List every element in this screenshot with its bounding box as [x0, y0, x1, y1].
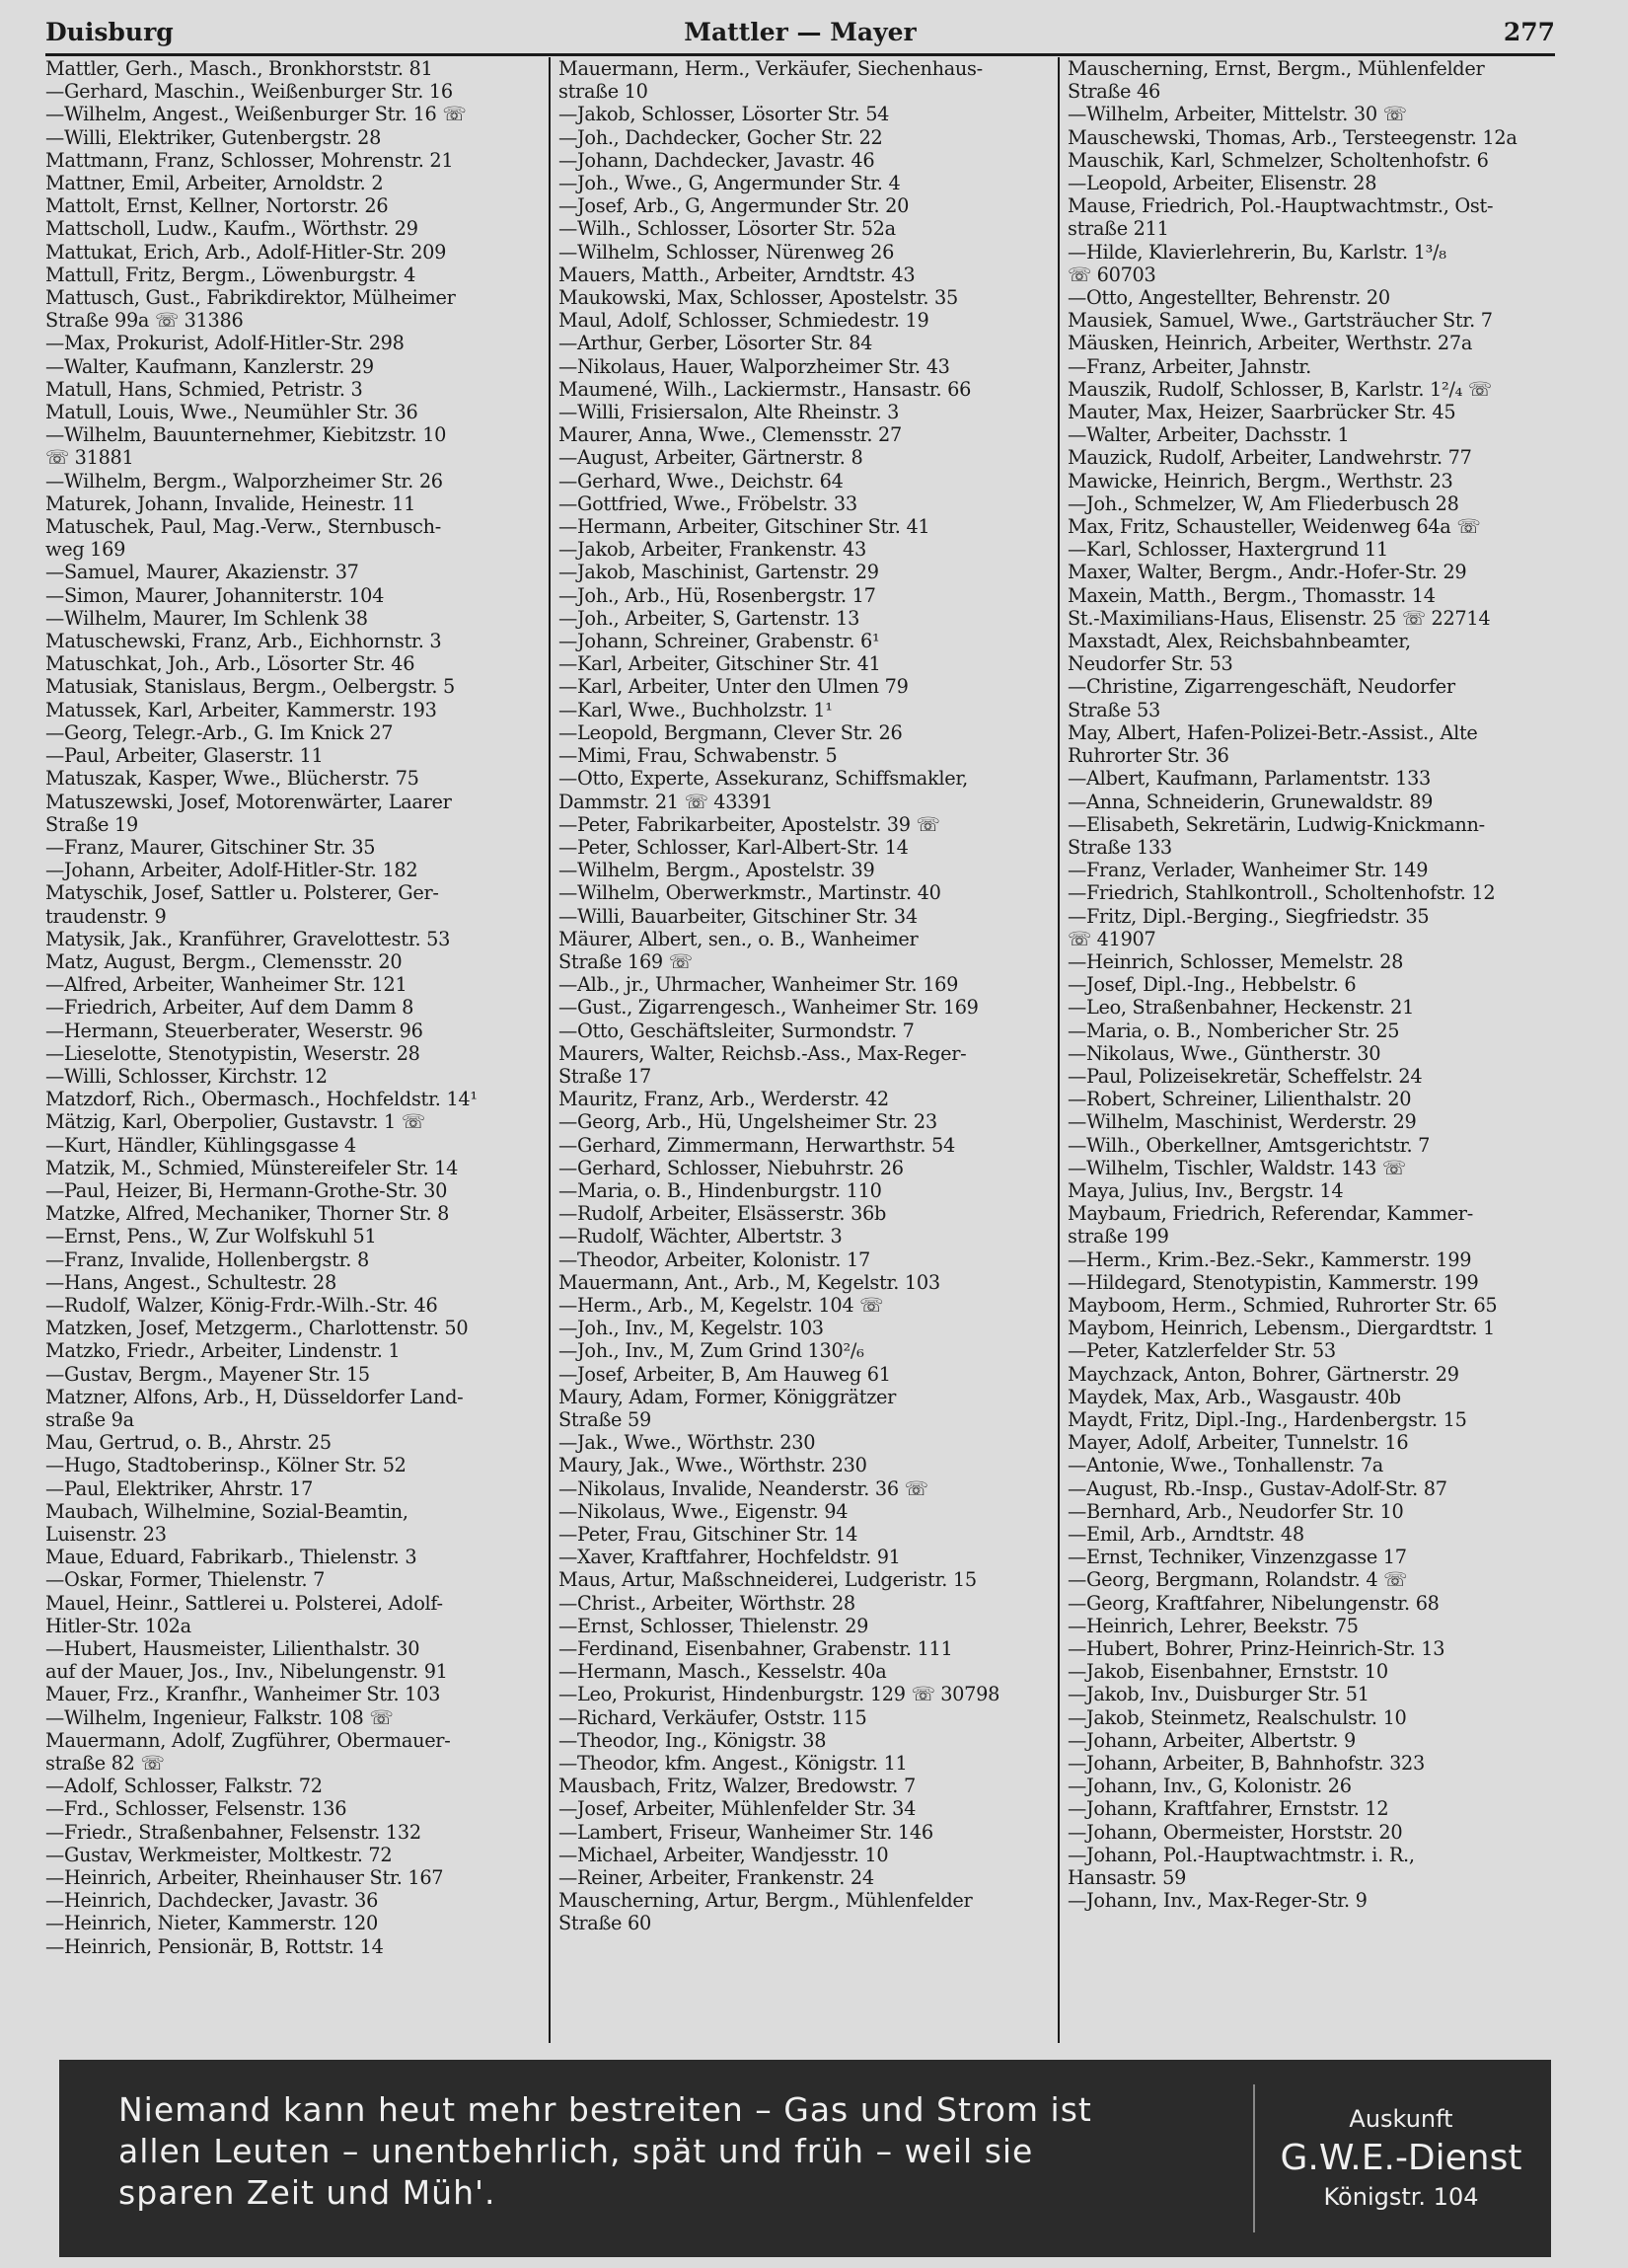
- directory-entry-line: —Wilhelm, Bauunternehmer, Kiebitzstr. 10: [45, 423, 447, 447]
- directory-column-2: [549, 57, 1062, 2043]
- directory-entry-line: —Joh., Arbeiter, S, Gartenstr. 13: [558, 606, 860, 630]
- directory-entry-line: —Mimi, Frau, Schwabenstr. 5: [558, 744, 838, 768]
- directory-entry-line: —Paul, Elektriker, Ahrstr. 17: [45, 1476, 314, 1500]
- directory-entry-line: —Gerhard, Zimmermann, Herwarthstr. 54: [558, 1133, 955, 1157]
- directory-entry-line: —Paul, Polizeisekretär, Scheffelstr. 24: [1068, 1064, 1423, 1088]
- directory-entry-line: Maue, Eduard, Fabrikarb., Thielenstr. 3: [45, 1546, 417, 1569]
- directory-entry-line: —Wilhelm, Oberwerkmstr., Martinstr. 40: [558, 881, 941, 905]
- directory-entry-line: —Simon, Maurer, Johanniterstr. 104: [45, 583, 385, 607]
- directory-entry-line: —Christine, Zigarrengeschäft, Neudorfer: [1068, 675, 1455, 699]
- directory-entry-line: —Herm., Arb., M, Kegelstr. 104 ☏: [558, 1293, 883, 1317]
- directory-entry-line: straße 82 ☏: [45, 1752, 165, 1776]
- directory-entry-line: Maybaum, Friedrich, Referendar, Kammer-: [1068, 1202, 1473, 1226]
- directory-entry-line: —Friedr., Straßenbahner, Felsenstr. 132: [45, 1820, 421, 1844]
- directory-entry-line: —Ernst, Pens., W, Zur Wolfskuhl 51: [45, 1225, 377, 1248]
- directory-entry-line: —Jakob, Eisenbahner, Ernststr. 10: [1068, 1660, 1388, 1684]
- directory-entry-line: Matzik, M., Schmied, Münstereifeler Str. 14: [45, 1156, 459, 1179]
- directory-entry-line: —Heinrich, Arbeiter, Rheinhauser Str. 167: [45, 1866, 444, 1890]
- directory-entry-line: —Hubert, Bohrer, Prinz-Heinrich-Str. 13: [1068, 1637, 1445, 1661]
- directory-entry-line: —Paul, Heizer, Bi, Hermann-Grothe-Str. 30: [45, 1178, 448, 1202]
- directory-entry-line: Maumené, Wilh., Lackiermstr., Hansastr. 66: [558, 377, 972, 401]
- directory-entry-line: —Nikolaus, Wwe., Eigenstr. 94: [558, 1499, 849, 1523]
- directory-entry-line: —Willi, Frisiersalon, Alte Rheinstr. 3: [558, 401, 900, 424]
- directory-entry-line: Mattscholl, Ludw., Kaufm., Wörthstr. 29: [45, 217, 418, 241]
- directory-entry-line: Matull, Louis, Wwe., Neumühler Str. 36: [45, 401, 418, 424]
- directory-entry-line: —Heinrich, Pensionär, B, Rottstr. 14: [45, 1934, 384, 1958]
- directory-entry-line: —Alfred, Arbeiter, Wanheimer Str. 121: [45, 973, 407, 997]
- directory-entry-line: Maus, Artur, Maßschneiderei, Ludgeristr. 15: [558, 1568, 977, 1592]
- directory-entry-line: Matusiak, Stanislaus, Bergm., Oelbergstr. 5: [45, 675, 455, 699]
- directory-entry-line: —Herm., Krim.-Bez.-Sekr., Kammerstr. 199: [1068, 1247, 1472, 1271]
- directory-entry-line: —Gust., Zigarrengesch., Wanheimer Str. 169: [558, 996, 979, 1020]
- directory-entry-line: St.-Maximilians-Haus, Elisenstr. 25 ☏ 22714: [1068, 606, 1491, 630]
- directory-entry-line: Mattmann, Franz, Schlosser, Mohrenstr. 21: [45, 148, 454, 172]
- directory-entry-line: —Otto, Angestellter, Behrenstr. 20: [1068, 286, 1390, 310]
- directory-entry-line: —Josef, Arb., G, Angermunder Str. 20: [558, 194, 910, 218]
- directory-entry-line: —Wilhelm, Bergm., Walporzheimer Str. 26: [45, 469, 443, 492]
- directory-entry-line: Mauer, Frz., Kranfhr., Wanheimer Str. 103: [45, 1683, 441, 1706]
- directory-entry-line: Mausbach, Fritz, Walzer, Bredowstr. 7: [558, 1775, 916, 1798]
- directory-entry-line: —Franz, Maurer, Gitschiner Str. 35: [45, 835, 376, 859]
- directory-entry-line: —Paul, Arbeiter, Glaserstr. 11: [45, 744, 324, 768]
- directory-entry-line: Straße 19: [45, 812, 138, 836]
- directory-entry-line: —Hermann, Arbeiter, Gitschiner Str. 41: [558, 515, 930, 539]
- directory-entry-line: Mattusch, Gust., Fabrikdirektor, Mülheimer: [45, 286, 456, 310]
- directory-entry-line: —Karl, Wwe., Buchholzstr. 1¹: [558, 698, 833, 721]
- header-name-range: Mattler — Mayer: [684, 18, 917, 46]
- directory-entry-line: —Richard, Verkäufer, Oststr. 115: [558, 1705, 867, 1729]
- directory-entry-line: —Leo, Straßenbahner, Heckenstr. 21: [1068, 996, 1415, 1020]
- directory-entry-line: Straße 99a ☏ 31386: [45, 309, 244, 333]
- directory-entry-line: Mauzick, Rudolf, Arbeiter, Landwehrstr. 77: [1068, 446, 1472, 470]
- directory-entry-line: Matuschewski, Franz, Arb., Eichhornstr. 3: [45, 630, 442, 653]
- directory-entry-line: Maury, Jak., Wwe., Wörthstr. 230: [558, 1454, 867, 1477]
- directory-entry-line: —Theodor, Arbeiter, Kolonistr. 17: [558, 1247, 870, 1271]
- page-header: [45, 14, 1555, 56]
- directory-entry-line: —Joh., Dachdecker, Gocher Str. 22: [558, 125, 883, 149]
- directory-entry-line: —Johann, Arbeiter, B, Bahnhofstr. 323: [1068, 1752, 1425, 1776]
- ad-divider: [1253, 2084, 1255, 2232]
- directory-entry-line: —Josef, Arbeiter, B, Am Hauweg 61: [558, 1362, 891, 1386]
- directory-entry-line: —Rudolf, Arbeiter, Elsässerstr. 36b: [558, 1202, 887, 1226]
- directory-entry-line: ☏ 60703: [1068, 263, 1156, 286]
- directory-entry-line: —Max, Prokurist, Adolf-Hitler-Str. 298: [45, 332, 405, 355]
- directory-entry-line: Matz, August, Bergm., Clemensstr. 20: [45, 949, 403, 973]
- directory-entry-line: —Karl, Schlosser, Haxtergrund 11: [1068, 538, 1388, 562]
- directory-entry-line: —Hildegard, Stenotypistin, Kammerstr. 199: [1068, 1270, 1479, 1294]
- directory-entry-line: Maxer, Walter, Bergm., Andr.-Hofer-Str. 29: [1068, 561, 1467, 584]
- directory-entry-line: —Hans, Angest., Schultestr. 28: [45, 1270, 336, 1294]
- directory-entry-line: —Jakob, Schlosser, Lösorter Str. 54: [558, 103, 890, 126]
- directory-entry-line: Matzner, Alfons, Arb., H, Düsseldorfer Land-: [45, 1385, 464, 1408]
- ad-slogan: [118, 2089, 1184, 2214]
- directory-entry-line: —Friedrich, Arbeiter, Auf dem Damm 8: [45, 996, 414, 1020]
- directory-entry-line: Matyschik, Josef, Sattler u. Polsterer, Ger-: [45, 881, 439, 905]
- directory-entry-line: Max, Fritz, Schausteller, Weidenweg 64a ☏: [1068, 515, 1481, 539]
- directory-entry-line: Mauscherning, Ernst, Bergm., Mühlenfelder: [1068, 57, 1485, 80]
- directory-entry-line: Matzke, Alfred, Mechaniker, Thorner Str. 8: [45, 1202, 450, 1226]
- directory-entry-line: —Johann, Arbeiter, Albertstr. 9: [1068, 1728, 1356, 1752]
- directory-entry-line: —Georg, Arb., Hü, Ungelsheimer Str. 23: [558, 1110, 937, 1134]
- directory-entry-line: —Robert, Schreiner, Lilienthalstr. 20: [1068, 1088, 1412, 1111]
- directory-entry-line: —Gottfried, Wwe., Fröbelstr. 33: [558, 491, 857, 515]
- directory-entry-line: Ruhrorter Str. 36: [1068, 744, 1229, 768]
- directory-entry-line: —Joh., Arb., Hü, Rosenbergstr. 17: [558, 583, 876, 607]
- directory-entry-line: —Ernst, Techniker, Vinzenzgasse 17: [1068, 1546, 1407, 1569]
- directory-entry-line: Straße 60: [558, 1912, 651, 1935]
- page-number: 277: [1503, 18, 1555, 46]
- directory-entry-line: —Franz, Arbeiter, Jahnstr.: [1068, 354, 1311, 378]
- directory-entry-line: —Kurt, Händler, Kühlingsgasse 4: [45, 1133, 356, 1157]
- directory-entry-line: —Gerhard, Maschin., Weißenburger Str. 16: [45, 80, 453, 104]
- directory-entry-line: —Georg, Bergmann, Rolandstr. 4 ☏: [1068, 1568, 1407, 1592]
- directory-entry-line: —Willi, Schlosser, Kirchstr. 12: [45, 1064, 328, 1088]
- directory-entry-line: —Karl, Arbeiter, Gitschiner Str. 41: [558, 652, 881, 676]
- directory-entry-line: straße 199: [1068, 1225, 1169, 1248]
- directory-entry-line: —Hubert, Hausmeister, Lilienthalstr. 30: [45, 1637, 420, 1661]
- directory-entry-line: —Heinrich, Dachdecker, Javastr. 36: [45, 1889, 379, 1913]
- directory-entry-line: —Franz, Invalide, Hollenbergstr. 8: [45, 1247, 369, 1271]
- directory-entry-line: —Fritz, Dipl.-Berging., Siegfriedstr. 35: [1068, 904, 1430, 928]
- directory-entry-line: —Wilhelm, Maschinist, Werderstr. 29: [1068, 1110, 1417, 1134]
- directory-entry-line: —Joh., Inv., M, Zum Grind 130²/₆: [558, 1339, 864, 1363]
- header-city: Duisburg: [45, 18, 174, 46]
- directory-entry-line: —Otto, Geschäftsleiter, Surmondstr. 7: [558, 1019, 915, 1042]
- directory-entry-line: —Josef, Arbeiter, Mühlenfelder Str. 34: [558, 1797, 917, 1821]
- directory-entry-line: Mauschik, Karl, Schmelzer, Scholtenhofstr. 6: [1068, 148, 1489, 172]
- directory-entry-line: —Joh., Inv., M, Kegelstr. 103: [558, 1317, 824, 1340]
- directory-entry-line: Mätzig, Karl, Oberpolier, Gustavstr. 1 ☏: [45, 1110, 425, 1134]
- directory-entry-line: ☏ 31881: [45, 446, 134, 470]
- directory-entry-line: —Walter, Arbeiter, Dachsstr. 1: [1068, 423, 1350, 447]
- directory-entry-line: —Bernhard, Arb., Neudorfer Str. 10: [1068, 1499, 1404, 1523]
- directory-entry-line: —Samuel, Maurer, Akazienstr. 37: [45, 561, 359, 584]
- directory-entry-line: —Xaver, Kraftfahrer, Hochfeldstr. 91: [558, 1546, 901, 1569]
- directory-entry-line: —Gustav, Werkmeister, Moltkestr. 72: [45, 1843, 393, 1866]
- directory-entry-line: —Wilh., Oberkellner, Amtsgerichtstr. 7: [1068, 1133, 1431, 1157]
- directory-entry-line: —Willi, Elektriker, Gutenbergstr. 28: [45, 125, 382, 149]
- directory-entry-line: Maydek, Max, Arb., Wasgaustr. 40b: [1068, 1385, 1401, 1408]
- directory-entry-line: Mauscherning, Artur, Bergm., Mühlenfelder: [558, 1889, 973, 1913]
- directory-entry-line: —Peter, Katzlerfelder Str. 53: [1068, 1339, 1336, 1363]
- directory-entry-line: Maurers, Walter, Reichsb.-Ass., Max-Reger-: [558, 1041, 967, 1065]
- directory-entry-line: —Adolf, Schlosser, Falkstr. 72: [45, 1775, 323, 1798]
- directory-entry-line: —Leo, Prokurist, Hindenburgstr. 129 ☏ 30798: [558, 1683, 1000, 1706]
- directory-entry-line: —Johann, Obermeister, Horststr. 20: [1068, 1820, 1403, 1844]
- directory-entry-line: —Rudolf, Walzer, König-Frdr.-Wilh.-Str. 46: [45, 1293, 438, 1317]
- directory-entry-line: —Hermann, Steuerberater, Weserstr. 96: [45, 1019, 423, 1042]
- directory-entry-line: —Alb., jr., Uhrmacher, Wanheimer Str. 169: [558, 973, 959, 997]
- directory-entry-line: Matzdorf, Rich., Obermasch., Hochfeldstr. 14¹: [45, 1088, 478, 1111]
- ad-slogan-line: sparen Zeit und Müh'.: [118, 2173, 496, 2212]
- directory-entry-line: —Heinrich, Schlosser, Memelstr. 28: [1068, 949, 1404, 973]
- directory-entry-line: Maurer, Anna, Wwe., Clemensstr. 27: [558, 423, 902, 447]
- directory-entry-line: Mausiek, Samuel, Wwe., Gartsträucher Str. 7: [1068, 309, 1493, 333]
- directory-entry-line: Matuszak, Kasper, Wwe., Blücherstr. 75: [45, 767, 419, 791]
- directory-entry-line: Straße 53: [1068, 698, 1160, 721]
- directory-entry-line: —Leopold, Arbeiter, Elisenstr. 28: [1068, 172, 1377, 195]
- ad-contact-name: G.W.E.-Dienst: [1280, 2138, 1522, 2178]
- directory-entry-line: straße 9a: [45, 1407, 134, 1431]
- directory-entry-line: —Anna, Schneiderin, Grunewaldstr. 89: [1068, 790, 1434, 813]
- directory-entry-line: Maubach, Wilhelmine, Sozial-Beamtin,: [45, 1499, 408, 1523]
- directory-entry-line: —Elisabeth, Sekretärin, Ludwig-Knickmann-: [1068, 812, 1485, 836]
- directory-entry-line: —Wilhelm, Angest., Weißenburger Str. 16 ☏: [45, 103, 467, 126]
- directory-entry-line: Mauel, Heinr., Sattlerei u. Polsterei, Adolf-: [45, 1591, 443, 1615]
- directory-entry-line: —Johann, Inv., G, Kolonistr. 26: [1068, 1775, 1352, 1798]
- directory-entry-line: —Jakob, Steinmetz, Realschulstr. 10: [1068, 1705, 1407, 1729]
- directory-entry-line: ☏ 41907: [1068, 927, 1156, 950]
- directory-entry-line: —Johann, Dachdecker, Javastr. 46: [558, 148, 875, 172]
- directory-entry-line: Mauermann, Ant., Arb., M, Kegelstr. 103: [558, 1270, 940, 1294]
- ad-slogan-line: allen Leuten – unentbehrlich, spät und früh – weil sie: [118, 2132, 1034, 2170]
- directory-entry-line: —Wilhelm, Arbeiter, Mittelstr. 30 ☏: [1068, 103, 1407, 126]
- directory-entry-line: —Ferdinand, Eisenbahner, Grabenstr. 111: [558, 1637, 953, 1661]
- directory-entry-line: —Jakob, Inv., Duisburger Str. 51: [1068, 1683, 1369, 1706]
- directory-entry-line: —Johann, Pol.-Hauptwachtmstr. i. R.,: [1068, 1843, 1415, 1866]
- directory-entry-line: Mäusken, Heinrich, Arbeiter, Werthstr. 27a: [1068, 332, 1473, 355]
- directory-entry-line: —Albert, Kaufmann, Parlamentstr. 133: [1068, 767, 1432, 791]
- directory-entry-line: —Peter, Schlosser, Karl-Albert-Str. 14: [558, 835, 909, 859]
- directory-entry-line: —Gerhard, Wwe., Deichstr. 64: [558, 469, 844, 492]
- directory-entry-line: straße 10: [558, 80, 648, 104]
- directory-entry-line: —Gerhard, Schlosser, Niebuhrstr. 26: [558, 1156, 904, 1179]
- directory-entry-line: Maturek, Johann, Invalide, Heinestr. 11: [45, 491, 416, 515]
- directory-entry-line: —Otto, Experte, Assekuranz, Schiffsmakler,: [558, 767, 968, 791]
- directory-entry-line: —Friedrich, Stahlkontroll., Scholtenhofstr. 12: [1068, 881, 1496, 905]
- directory-column-1: [45, 57, 539, 2043]
- directory-entry-line: Matuschkat, Joh., Arb., Lösorter Str. 46: [45, 652, 415, 676]
- directory-entry-line: Maxein, Matth., Bergm., Thomasstr. 14: [1068, 583, 1436, 607]
- directory-entry-line: —Michael, Arbeiter, Wandjesstr. 10: [558, 1843, 889, 1866]
- directory-entry-line: Mawicke, Heinrich, Bergm., Werthstr. 23: [1068, 469, 1453, 492]
- directory-entry-line: Neudorfer Str. 53: [1068, 652, 1233, 676]
- directory-entry-line: —Hermann, Masch., Kesselstr. 40a: [558, 1660, 887, 1684]
- directory-entry-line: —Wilh., Schlosser, Lösorter Str. 52a: [558, 217, 896, 241]
- directory-entry-line: Mattukat, Erich, Arb., Adolf-Hitler-Str. 209: [45, 240, 447, 264]
- directory-entry-line: Straße 59: [558, 1407, 651, 1431]
- directory-entry-line: —Maria, o. B., Hindenburgstr. 110: [558, 1178, 882, 1202]
- ad-slogan-line: Niemand kann heut mehr bestreiten – Gas und Strom ist: [118, 2090, 1092, 2129]
- directory-entry-line: Straße 169 ☏: [558, 949, 693, 973]
- directory-entry-line: Mauritz, Franz, Arb., Werderstr. 42: [558, 1088, 889, 1111]
- directory-entry-line: —Karl, Arbeiter, Unter den Ulmen 79: [558, 675, 909, 699]
- directory-entry-line: Straße 133: [1068, 835, 1172, 859]
- ad-contact: [1273, 2101, 1529, 2214]
- directory-entry-line: —Nikolaus, Hauer, Walporzheimer Str. 43: [558, 354, 950, 378]
- directory-entry-line: —Georg, Kraftfahrer, Nibelungenstr. 68: [1068, 1591, 1440, 1615]
- directory-entry-line: —Jakob, Arbeiter, Frankenstr. 43: [558, 538, 866, 562]
- directory-entry-line: Mattler, Gerh., Masch., Bronkhorststr. 81: [45, 57, 433, 80]
- directory-entry-line: Mattner, Emil, Arbeiter, Arnoldstr. 2: [45, 172, 384, 195]
- directory-entry-line: Maul, Adolf, Schlosser, Schmiedestr. 19: [558, 309, 929, 333]
- directory-entry-line: Matuszewski, Josef, Motorenwärter, Laarer: [45, 790, 452, 813]
- directory-entry-line: —Heinrich, Lehrer, Beekstr. 75: [1068, 1614, 1359, 1637]
- directory-entry-line: Maychzack, Anton, Bohrer, Gärtnerstr. 29: [1068, 1362, 1459, 1386]
- directory-entry-line: Luisenstr. 23: [45, 1523, 167, 1546]
- directory-entry-line: —Johann, Kraftfahrer, Ernststr. 12: [1068, 1797, 1389, 1821]
- directory-entry-line: —Franz, Verlader, Wanheimer Str. 149: [1068, 859, 1429, 882]
- directory-entry-line: —Johann, Arbeiter, Adolf-Hitler-Str. 182: [45, 859, 418, 882]
- directory-entry-line: —Antonie, Wwe., Tonhallenstr. 7a: [1068, 1454, 1383, 1477]
- directory-entry-line: May, Albert, Hafen-Polizei-Betr.-Assist., Alte: [1068, 720, 1478, 744]
- directory-entry-line: Matysik, Jak., Kranführer, Gravelottestr. 53: [45, 927, 451, 950]
- directory-entry-line: Maury, Adam, Former, Königgrätzer: [558, 1385, 897, 1408]
- directory-entry-line: Maydt, Fritz, Dipl.-Ing., Hardenbergstr. 15: [1068, 1407, 1467, 1431]
- directory-entry-line: Mau, Gertrud, o. B., Ahrstr. 25: [45, 1431, 332, 1455]
- directory-entry-line: —Georg, Telegr.-Arb., G. Im Knick 27: [45, 720, 394, 744]
- directory-entry-line: —Willi, Bauarbeiter, Gitschiner Str. 34: [558, 904, 918, 928]
- directory-entry-line: Mause, Friedrich, Pol.-Hauptwachtmstr., Ost-: [1068, 194, 1494, 218]
- directory-entry-line: straße 211: [1068, 217, 1169, 241]
- directory-entry-line: —Reiner, Arbeiter, Frankenstr. 24: [558, 1866, 874, 1890]
- directory-entry-line: —Peter, Frau, Gitschiner Str. 14: [558, 1523, 858, 1546]
- directory-entry-line: Mauermann, Herm., Verkäufer, Siechenhaus-: [558, 57, 983, 80]
- directory-entry-line: —Walter, Kaufmann, Kanzlerstr. 29: [45, 354, 374, 378]
- directory-entry-line: —Frd., Schlosser, Felsenstr. 136: [45, 1797, 347, 1821]
- directory-entry-line: —Theodor, kfm. Angest., Königstr. 11: [558, 1752, 908, 1776]
- directory-entry-line: traudenstr. 9: [45, 904, 167, 928]
- directory-entry-line: Matull, Hans, Schmied, Petristr. 3: [45, 377, 363, 401]
- directory-entry-line: —August, Arbeiter, Gärtnerstr. 8: [558, 446, 863, 470]
- directory-entry-line: Maybom, Heinrich, Lebensm., Diergardtstr. 1: [1068, 1317, 1496, 1340]
- directory-entry-line: —Lambert, Friseur, Wanheimer Str. 146: [558, 1820, 933, 1844]
- directory-entry-line: Matussek, Karl, Arbeiter, Kammerstr. 193: [45, 698, 437, 721]
- directory-entry-line: Straße 46: [1068, 80, 1160, 104]
- directory-entry-line: Mauschewski, Thomas, Arb., Tersteegenstr. 12a: [1068, 125, 1517, 149]
- directory-entry-line: Maxstadt, Alex, Reichsbahnbeamter,: [1068, 630, 1411, 653]
- directory-entry-line: —Jakob, Maschinist, Gartenstr. 29: [558, 561, 879, 584]
- directory-entry-line: —Joh., Wwe., G, Angermunder Str. 4: [558, 172, 901, 195]
- directory-entry-line: Mauter, Max, Heizer, Saarbrücker Str. 45: [1068, 401, 1456, 424]
- directory-entry-line: Mauszik, Rudolf, Schlosser, B, Karlstr. 1²/₄ ☏: [1068, 377, 1492, 401]
- directory-entry-line: Maukowski, Max, Schlosser, Apostelstr. 35: [558, 286, 958, 310]
- directory-entry-line: —Ernst, Schlosser, Thielenstr. 29: [558, 1614, 869, 1637]
- directory-entry-line: —Wilhelm, Schlosser, Nürenweg 26: [558, 240, 895, 264]
- directory-entry-line: —Johann, Schreiner, Grabenstr. 6¹: [558, 630, 880, 653]
- directory-entry-line: Matzken, Josef, Metzgerm., Charlottenstr. 50: [45, 1317, 469, 1340]
- directory-entry-line: —Johann, Inv., Max-Reger-Str. 9: [1068, 1889, 1368, 1913]
- directory-entry-line: —Nikolaus, Invalide, Neanderstr. 36 ☏: [558, 1476, 928, 1500]
- directory-entry-line: Mayboom, Herm., Schmied, Ruhrorter Str. 65: [1068, 1293, 1498, 1317]
- directory-entry-line: Matuschek, Paul, Mag.-Verw., Sternbusch-: [45, 515, 441, 539]
- directory-entry-line: —Maria, o. B., Nombericher Str. 25: [1068, 1019, 1400, 1042]
- directory-entry-line: —Hilde, Klavierlehrerin, Bu, Karlstr. 1³/₈: [1068, 240, 1446, 264]
- directory-entry-line: weg 169: [45, 538, 126, 562]
- directory-entry-line: —Peter, Fabrikarbeiter, Apostelstr. 39 ☏: [558, 812, 940, 836]
- directory-entry-line: Matzko, Friedr., Arbeiter, Lindenstr. 1: [45, 1339, 401, 1363]
- directory-entry-line: Hitler-Str. 102a: [45, 1614, 191, 1637]
- directory-entry-line: Dammstr. 21 ☏ 43391: [558, 790, 774, 813]
- directory-entry-line: —Leopold, Bergmann, Clever Str. 26: [558, 720, 903, 744]
- directory-entry-line: —Heinrich, Nieter, Kammerstr. 120: [45, 1912, 378, 1935]
- directory-entry-line: —Jak., Wwe., Wörthstr. 230: [558, 1431, 816, 1455]
- directory-entry-line: —Hugo, Stadtoberinsp., Kölner Str. 52: [45, 1454, 407, 1477]
- directory-entry-line: Mattolt, Ernst, Kellner, Nortorstr. 26: [45, 194, 389, 218]
- directory-entry-line: —Emil, Arb., Arndtstr. 48: [1068, 1523, 1304, 1546]
- ad-contact-address: Königstr. 104: [1323, 2183, 1479, 2211]
- directory-entry-line: —Gustav, Bergm., Mayener Str. 15: [45, 1362, 370, 1386]
- directory-entry-line: Mauermann, Adolf, Zugführer, Obermauer-: [45, 1728, 451, 1752]
- directory-column-3: [1058, 57, 1571, 2043]
- directory-entry-line: Mauers, Matth., Arbeiter, Arndtstr. 43: [558, 263, 916, 286]
- directory-entry-line: —Christ., Arbeiter, Wörthstr. 28: [558, 1591, 855, 1615]
- directory-entry-line: —Wilhelm, Maurer, Im Schlenk 38: [45, 606, 368, 630]
- directory-entry-line: Mäurer, Albert, sen., o. B., Wanheimer: [558, 927, 919, 950]
- directory-entry-line: —Arthur, Gerber, Lösorter Str. 84: [558, 332, 873, 355]
- directory-entry-line: —Wilhelm, Tischler, Waldstr. 143 ☏: [1068, 1156, 1406, 1179]
- directory-entry-line: —Joh., Schmelzer, W, Am Fliederbusch 28: [1068, 491, 1459, 515]
- directory-entry-line: —Oskar, Former, Thielenstr. 7: [45, 1568, 326, 1592]
- advertisement-banner: [59, 2060, 1551, 2257]
- directory-entry-line: Mayer, Adolf, Arbeiter, Tunnelstr. 16: [1068, 1431, 1409, 1455]
- directory-entry-line: Straße 17: [558, 1064, 651, 1088]
- directory-entry-line: —Theodor, Ing., Königstr. 38: [558, 1728, 827, 1752]
- directory-entry-line: —Wilhelm, Ingenieur, Falkstr. 108 ☏: [45, 1705, 394, 1729]
- ad-contact-label: Auskunft: [1349, 2105, 1453, 2133]
- directory-entry-line: —Rudolf, Wächter, Albertstr. 3: [558, 1225, 843, 1248]
- directory-entry-line: Maya, Julius, Inv., Bergstr. 14: [1068, 1178, 1344, 1202]
- directory-entry-line: —Nikolaus, Wwe., Güntherstr. 30: [1068, 1041, 1381, 1065]
- directory-entry-line: Hansastr. 59: [1068, 1866, 1187, 1890]
- directory-entry-line: —Wilhelm, Bergm., Apostelstr. 39: [558, 859, 875, 882]
- directory-entry-line: Mattull, Fritz, Bergm., Löwenburgstr. 4: [45, 263, 416, 286]
- directory-entry-line: —Josef, Dipl.-Ing., Hebbelstr. 6: [1068, 973, 1357, 997]
- directory-entry-line: —August, Rb.-Insp., Gustav-Adolf-Str. 87: [1068, 1476, 1447, 1500]
- directory-entry-line: auf der Mauer, Jos., Inv., Nibelungenstr. 91: [45, 1660, 448, 1684]
- directory-entry-line: —Lieselotte, Stenotypistin, Weserstr. 28: [45, 1041, 420, 1065]
